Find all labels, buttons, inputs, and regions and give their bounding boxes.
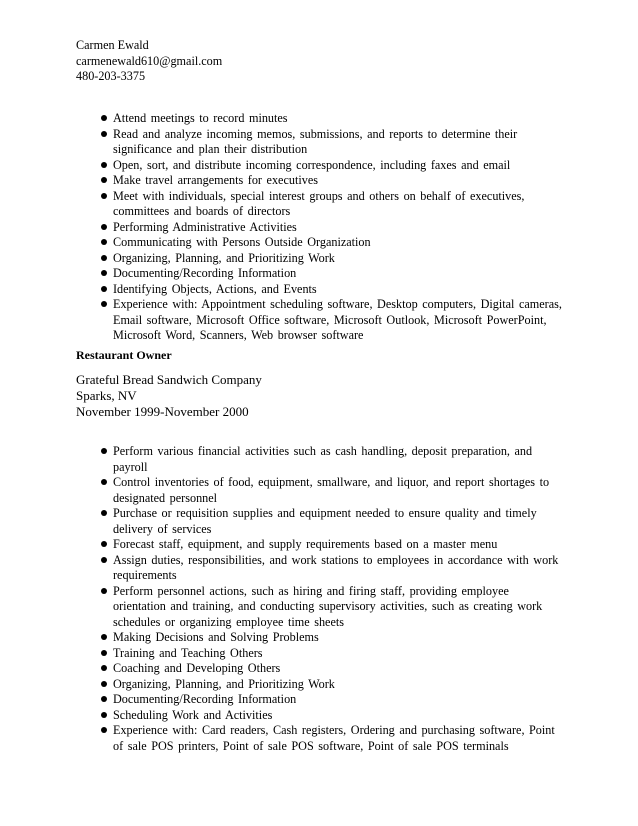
bullet-icon bbox=[101, 681, 107, 687]
bullet-icon bbox=[101, 588, 107, 594]
list-item-text: Communicating with Persons Outside Organization bbox=[113, 235, 371, 249]
list-item bbox=[76, 692, 566, 708]
bullet-icon bbox=[101, 193, 107, 199]
job1-duties-list bbox=[76, 111, 566, 344]
list-item bbox=[76, 266, 566, 282]
list-item bbox=[76, 475, 566, 506]
bullet-icon bbox=[101, 665, 107, 671]
bullet-icon bbox=[101, 510, 107, 516]
list-item bbox=[76, 553, 566, 584]
list-item-text: Perform personnel actions, such as hiring and firing staff, providing employee orientation and training, and conducting supervisory activities, such as creating work schedules or organizing employee time sheets bbox=[113, 583, 543, 629]
list-item-text: Purchase or requisition supplies and equipment needed to ensure quality and timely delivery of services bbox=[113, 506, 537, 536]
list-item-text: Make travel arrangements for executives bbox=[113, 173, 318, 187]
list-item-text: Coaching and Developing Others bbox=[113, 661, 281, 675]
list-item bbox=[76, 297, 566, 344]
list-item-text: Perform various financial activities such as cash handling, deposit preparation, and payroll bbox=[113, 444, 533, 474]
list-item-text: Experience with: Appointment scheduling software, Desktop computers, Digital cameras, Email software, Microsoft Office software, Microsoft Outlook, Microsoft PowerPoint, Microsoft Word, Scanners, Web browser software bbox=[113, 297, 562, 342]
list-item-text: Documenting/Recording Information bbox=[113, 266, 297, 280]
list-item bbox=[76, 282, 566, 298]
list-item bbox=[76, 251, 566, 267]
list-item bbox=[76, 677, 566, 693]
bullet-icon bbox=[101, 131, 107, 137]
bullet-icon bbox=[101, 712, 107, 718]
bullet-icon bbox=[101, 541, 107, 547]
list-item-text: Scheduling Work and Activities bbox=[113, 707, 273, 722]
list-item bbox=[76, 630, 566, 646]
list-item-text: Documenting/Recording Information bbox=[113, 692, 297, 706]
contact-name: Carmen Ewald bbox=[76, 38, 149, 52]
bullet-icon bbox=[101, 634, 107, 640]
list-item-text: Training and Teaching Others bbox=[113, 645, 263, 660]
list-item bbox=[76, 537, 566, 553]
job2-company: Grateful Bread Sandwich Company bbox=[76, 372, 262, 387]
list-item bbox=[76, 444, 566, 475]
bullet-icon bbox=[101, 224, 107, 230]
list-item bbox=[76, 111, 566, 127]
job2-duties-list bbox=[76, 444, 566, 754]
contact-phone: 480-203-3375 bbox=[76, 69, 146, 83]
list-item-text: Making Decisions and Solving Problems bbox=[113, 630, 319, 644]
list-item-text: Organizing, Planning, and Prioritizing Work bbox=[113, 676, 335, 691]
bullet-icon bbox=[101, 696, 107, 702]
bullet-icon bbox=[101, 448, 107, 454]
bullet-icon bbox=[101, 650, 107, 656]
list-item-text: Experience with: Card readers, Cash registers, Ordering and purchasing software, Point of sale POS printers, Point of sale POS software, Point of sale POS terminals bbox=[113, 723, 555, 753]
list-item bbox=[76, 158, 566, 174]
job2-employer-block bbox=[76, 372, 262, 420]
list-item-text: Assign duties, responsibilities, and work stations to employees in accordance with work requirements bbox=[113, 552, 559, 582]
list-item bbox=[76, 661, 566, 677]
list-item bbox=[76, 646, 566, 662]
bullet-icon bbox=[101, 286, 107, 292]
list-item-text: Meet with individuals, special interest groups and others on behalf of executives, committees and boards of directors bbox=[113, 188, 525, 218]
job2-dates: November 1999-November 2000 bbox=[76, 404, 249, 419]
list-item bbox=[76, 506, 566, 537]
list-item bbox=[76, 708, 566, 724]
bullet-icon bbox=[101, 301, 107, 307]
bullet-icon bbox=[101, 162, 107, 168]
job2-location: Sparks, NV bbox=[76, 388, 137, 403]
bullet-icon bbox=[101, 239, 107, 245]
bullet-icon bbox=[101, 270, 107, 276]
bullet-icon bbox=[101, 177, 107, 183]
list-item bbox=[76, 127, 566, 158]
list-item-text: Attend meetings to record minutes bbox=[113, 111, 288, 125]
contact-header bbox=[76, 38, 576, 85]
list-item-text: Forecast staff, equipment, and supply requirements based on a master menu bbox=[113, 537, 498, 551]
list-item-text: Read and analyze incoming memos, submissions, and reports to determine their significance and plan their distribution bbox=[113, 126, 518, 156]
list-item bbox=[76, 235, 566, 251]
bullet-icon bbox=[101, 115, 107, 121]
contact-email: carmenewald610@gmail.com bbox=[76, 53, 223, 68]
bullet-icon bbox=[101, 255, 107, 261]
list-item bbox=[76, 173, 566, 189]
list-item-text: Open, sort, and distribute incoming correspondence, including faxes and email bbox=[113, 157, 511, 172]
list-item-text: Organizing, Planning, and Prioritizing Work bbox=[113, 250, 335, 265]
bullet-icon bbox=[101, 479, 107, 485]
list-item bbox=[76, 189, 566, 220]
list-item-text: Performing Administrative Activities bbox=[113, 219, 297, 234]
list-item-text: Identifying Objects, Actions, and Events bbox=[113, 281, 317, 296]
list-item bbox=[76, 584, 566, 631]
list-item-text: Control inventories of food, equipment, smallware, and liquor, and report shortages to designated personnel bbox=[113, 475, 550, 505]
bullet-icon bbox=[101, 727, 107, 733]
list-item bbox=[76, 220, 566, 236]
job2-title: Restaurant Owner bbox=[76, 348, 172, 362]
list-item bbox=[76, 723, 566, 754]
bullet-icon bbox=[101, 557, 107, 563]
